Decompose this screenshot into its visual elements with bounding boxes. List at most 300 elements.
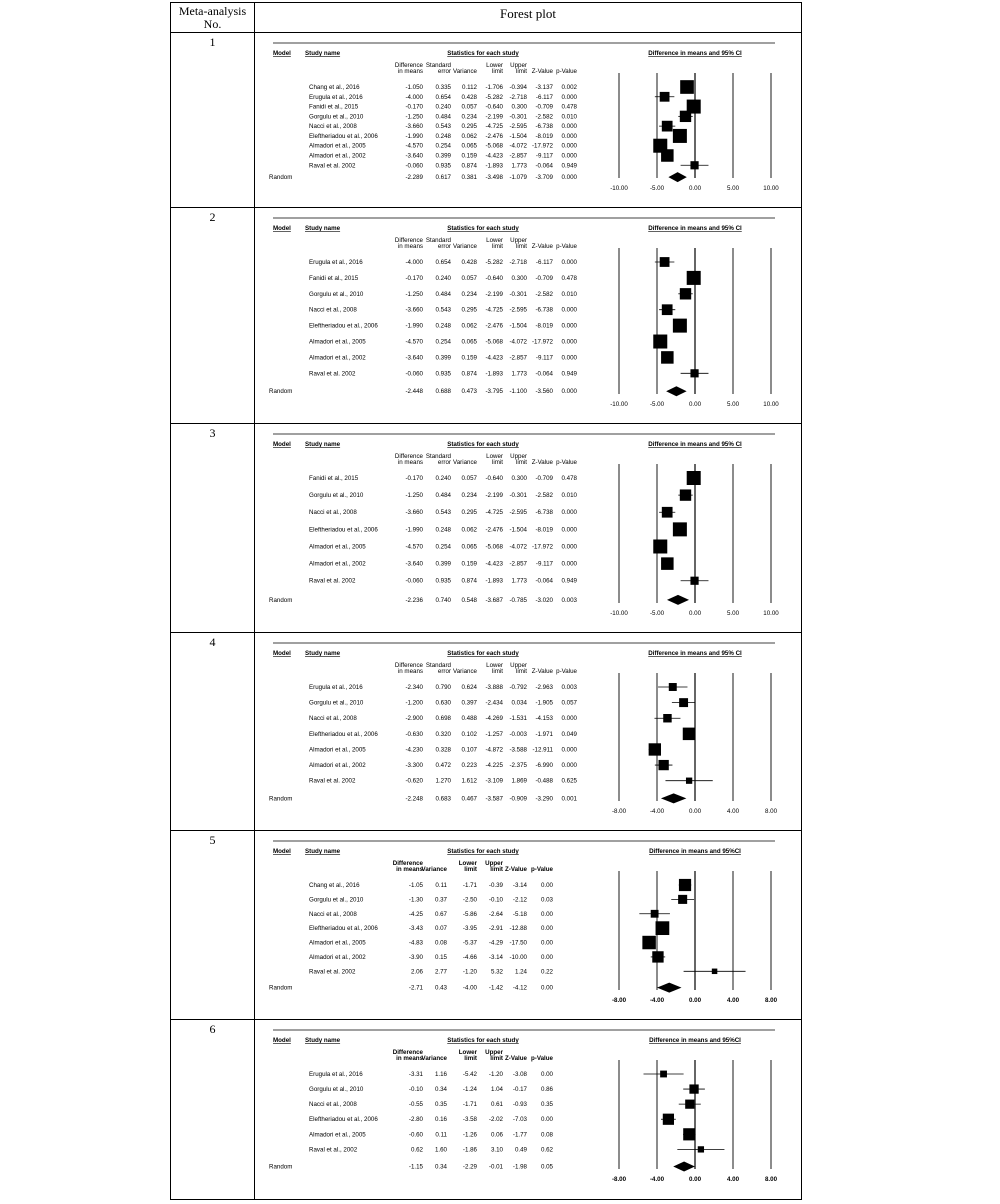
x-tick-label: 0.00 xyxy=(688,1176,702,1183)
study-marker xyxy=(673,522,687,536)
stat-cell: 0.11 xyxy=(435,882,447,889)
pooled-diamond xyxy=(666,386,686,396)
x-tick-label: 0.00 xyxy=(688,610,702,617)
stat-cell: 0.874 xyxy=(461,370,477,378)
study-marker xyxy=(673,129,687,143)
stat-cell: 0.949 xyxy=(561,162,577,170)
x-tick-label: -5.00 xyxy=(649,401,665,408)
stat-cell: 0.254 xyxy=(435,543,451,551)
forest-plot-cell xyxy=(255,424,801,632)
stat-cell: 0.15 xyxy=(434,953,447,961)
stat-cell: -3.640 xyxy=(405,354,423,362)
pooled-cell: 0.548 xyxy=(461,596,477,604)
stat-cell: -2.02 xyxy=(488,1116,503,1124)
stat-cell: 0.240 xyxy=(435,475,451,482)
stat-cell: 0.949 xyxy=(561,370,577,378)
stat-cell: 0.000 xyxy=(561,322,577,330)
stat-cell: -0.064 xyxy=(535,577,553,585)
study-name: Nacci et al., 2008 xyxy=(309,306,357,314)
study-name: Fanidi et al., 2015 xyxy=(309,103,359,111)
stat-cell: 0.654 xyxy=(435,259,451,266)
stat-cell: -0.170 xyxy=(405,475,423,482)
stat-cell: -4.269 xyxy=(485,715,503,723)
study-marker xyxy=(683,728,696,741)
stat-cell: 0.630 xyxy=(435,699,451,707)
stat-cell: 0.67 xyxy=(434,910,447,918)
study-marker xyxy=(690,161,698,169)
column-header: limit xyxy=(492,668,503,675)
stat-cell: -1.905 xyxy=(535,699,553,707)
study-marker xyxy=(679,698,688,707)
stat-cell: -2.80 xyxy=(408,1116,423,1124)
stat-cell: 0.484 xyxy=(435,290,451,298)
study-name: Gorgulu et al., 2010 xyxy=(309,896,364,904)
stat-cell: 0.488 xyxy=(461,715,477,723)
stat-cell: -8.019 xyxy=(535,322,553,330)
stat-cell: 0.484 xyxy=(435,113,451,121)
stat-cell: 0.00 xyxy=(540,925,553,933)
stat-cell: -1.531 xyxy=(509,715,527,723)
column-header: Variance xyxy=(453,459,477,466)
stat-cell: -0.301 xyxy=(509,290,527,298)
study-name: Almadori et al., 2002 xyxy=(309,354,366,362)
x-tick-label: 10.00 xyxy=(763,185,779,192)
stat-cell: -2.582 xyxy=(535,492,553,500)
column-header: Upper xyxy=(510,453,527,460)
stat-cell: -0.93 xyxy=(512,1101,527,1109)
stat-cell: 0.35 xyxy=(434,1101,447,1109)
study-name: Eleftheriadou et al., 2006 xyxy=(309,925,378,933)
stat-cell: 0.057 xyxy=(461,103,477,111)
stats-header: Statistics for each study xyxy=(447,1037,519,1044)
stat-cell: 1.16 xyxy=(434,1071,447,1078)
stat-cell: 0.62 xyxy=(410,1146,423,1154)
stat-cell: -0.640 xyxy=(485,103,503,111)
forest-plot-svg xyxy=(255,831,801,1020)
stat-cell: -4.225 xyxy=(485,762,503,770)
study-name-label: Study name xyxy=(305,1037,341,1044)
column-header: Lower xyxy=(486,662,503,669)
column-header: limit xyxy=(464,1055,477,1062)
stat-cell: 0.000 xyxy=(561,560,577,568)
stat-cell: -0.39 xyxy=(488,882,503,889)
stat-cell: 0.00 xyxy=(540,953,553,961)
study-marker xyxy=(653,335,667,349)
forest-plot-svg xyxy=(255,424,801,633)
stat-cell: 0.00 xyxy=(540,882,553,889)
stat-cell: 0.472 xyxy=(435,762,451,770)
meta-analysis-table xyxy=(170,2,802,1200)
stat-cell: 0.159 xyxy=(461,152,477,160)
stat-cell: -6.117 xyxy=(535,259,553,266)
stat-cell: 0.000 xyxy=(561,152,577,160)
stat-cell: 0.300 xyxy=(511,103,527,111)
column-header: limit xyxy=(516,668,527,675)
column-header: Z-Value xyxy=(531,459,553,466)
forest-plot-svg xyxy=(255,208,801,424)
pooled-cell: 0.003 xyxy=(561,596,577,604)
stat-cell: -17.972 xyxy=(532,142,553,150)
stat-cell: 0.320 xyxy=(435,730,451,738)
column-header: Z-Value xyxy=(531,68,553,75)
pooled-diamond xyxy=(661,793,686,803)
stat-cell: -3.58 xyxy=(462,1116,477,1124)
stat-cell: -3.660 xyxy=(405,306,423,314)
column-header: error xyxy=(437,459,451,466)
study-name: Raval et al. 2002 xyxy=(309,968,356,976)
stat-cell: 2.77 xyxy=(434,968,447,976)
study-name: Raval et al., 2002 xyxy=(309,1146,358,1154)
stat-cell: -3.14 xyxy=(512,882,527,889)
x-tick-label: 5.00 xyxy=(726,401,740,408)
column-header: Standard xyxy=(425,662,451,669)
ci-title: Difference in means and 95% CI xyxy=(648,225,742,232)
x-tick-label: -5.00 xyxy=(649,610,665,617)
pooled-cell: -4.00 xyxy=(462,984,477,992)
column-header: Standard xyxy=(425,453,451,460)
x-tick-label: 0.00 xyxy=(688,401,702,408)
stat-cell: -4.423 xyxy=(485,560,503,568)
table-row xyxy=(171,208,801,424)
column-header: Lower xyxy=(486,453,503,460)
stat-cell: 0.000 xyxy=(561,259,577,266)
stat-cell: -5.86 xyxy=(462,910,477,918)
study-name: Chang et al., 2016 xyxy=(309,882,360,889)
stat-cell: 0.065 xyxy=(461,338,477,346)
stat-cell: -3.109 xyxy=(485,777,503,785)
study-marker xyxy=(663,1114,674,1125)
x-tick-label: -10.00 xyxy=(610,610,628,617)
pooled-cell: -3.687 xyxy=(485,596,503,604)
pooled-cell: -0.909 xyxy=(509,795,527,803)
stat-cell: -2.718 xyxy=(509,259,527,266)
stat-cell: -0.488 xyxy=(535,777,553,785)
stat-cell: -1.24 xyxy=(462,1086,477,1094)
x-tick-label: -4.00 xyxy=(649,997,665,1004)
stat-cell: 0.049 xyxy=(561,730,577,738)
study-marker xyxy=(662,121,673,132)
study-name: Erugula et al., 2016 xyxy=(309,93,363,101)
column-header: p-Value xyxy=(556,668,577,675)
study-marker xyxy=(652,951,663,962)
study-name: Nacci et al., 2008 xyxy=(309,509,357,517)
stat-cell: -4.570 xyxy=(405,142,423,150)
forest-plot-svg xyxy=(255,1020,801,1199)
column-header: Lower xyxy=(458,1049,477,1056)
stat-cell: -3.137 xyxy=(535,84,553,91)
pooled-cell: -3.587 xyxy=(485,795,503,803)
random-label: Random xyxy=(269,388,293,396)
stat-cell: 0.790 xyxy=(435,684,451,691)
pooled-cell: 0.34 xyxy=(434,1163,447,1171)
stat-cell: -4.072 xyxy=(509,142,527,150)
stat-cell: 1.612 xyxy=(461,777,477,785)
study-marker xyxy=(663,714,671,722)
meta-analysis-number: 1 xyxy=(171,33,255,207)
stat-cell: 0.300 xyxy=(511,274,527,282)
table-row xyxy=(171,33,801,208)
column-header: limit xyxy=(492,459,503,466)
stat-cell: -1.706 xyxy=(485,84,503,91)
stat-cell: -5.42 xyxy=(462,1071,477,1078)
column-header: error xyxy=(437,668,451,675)
study-name-label: Study name xyxy=(305,441,341,448)
stats-header: Statistics for each study xyxy=(447,650,519,657)
stat-cell: 0.00 xyxy=(540,1071,553,1078)
stat-cell: -12.911 xyxy=(532,746,553,754)
model-label: Model xyxy=(273,650,291,657)
study-name: Almadori et al., 2002 xyxy=(309,953,366,961)
column-header: Upper xyxy=(485,1049,503,1056)
stat-cell: 0.543 xyxy=(435,123,451,131)
x-tick-label: 0.00 xyxy=(688,185,702,192)
stat-cell: 0.159 xyxy=(461,560,477,568)
header-forest-plot: Forest plot xyxy=(255,3,801,33)
stat-cell: 0.003 xyxy=(561,684,577,691)
study-marker xyxy=(679,879,691,891)
stat-cell: -3.300 xyxy=(405,762,423,770)
study-marker xyxy=(662,304,673,315)
stat-cell: 0.234 xyxy=(461,492,477,500)
stat-cell: -0.55 xyxy=(408,1101,423,1109)
column-header: p-Value xyxy=(556,243,577,250)
study-name: Raval et al. 2002 xyxy=(309,777,356,785)
stat-cell: -8.019 xyxy=(535,132,553,140)
stat-cell: 0.624 xyxy=(461,684,477,691)
stat-cell: -3.888 xyxy=(485,684,503,691)
stat-cell: 0.935 xyxy=(435,370,451,378)
model-label: Model xyxy=(273,848,291,855)
pooled-cell: -1.15 xyxy=(408,1163,423,1171)
stat-cell: 0.399 xyxy=(435,152,451,160)
pooled-cell: -3.290 xyxy=(535,795,553,803)
stat-cell: -0.170 xyxy=(405,274,423,282)
stat-cell: -3.08 xyxy=(512,1071,527,1078)
stat-cell: -0.620 xyxy=(405,777,423,785)
stat-cell: -17.972 xyxy=(532,543,553,551)
stat-cell: -4.072 xyxy=(509,338,527,346)
stat-cell: -4.570 xyxy=(405,338,423,346)
stat-cell: -0.064 xyxy=(535,370,553,378)
stat-cell: 0.234 xyxy=(461,113,477,121)
stat-cell: -1.990 xyxy=(405,132,423,140)
stat-cell: 0.295 xyxy=(461,306,477,314)
x-tick-label: 0.00 xyxy=(688,808,702,815)
stat-cell: -3.14 xyxy=(488,953,503,961)
stat-cell: -1.257 xyxy=(485,730,503,738)
study-name: Nacci et al., 2008 xyxy=(309,123,357,131)
study-name: Almadori et al., 2005 xyxy=(309,939,366,947)
stat-cell: -2.91 xyxy=(488,925,503,933)
stat-cell: 0.62 xyxy=(540,1146,553,1154)
stat-cell: -3.640 xyxy=(405,152,423,160)
meta-analysis-number: 6 xyxy=(171,1020,255,1199)
stat-cell: -5.068 xyxy=(485,142,503,150)
stats-header: Statistics for each study xyxy=(447,50,519,57)
header-col1-line1: Meta-analysis xyxy=(178,4,247,18)
stat-cell: -0.640 xyxy=(485,475,503,482)
stat-cell: 0.010 xyxy=(561,492,577,500)
column-header: limit xyxy=(516,243,527,250)
stat-cell: 0.37 xyxy=(434,896,447,904)
stat-cell: 0.062 xyxy=(461,526,477,534)
random-label: Random xyxy=(269,984,293,992)
pooled-cell: -3.709 xyxy=(535,174,553,182)
pooled-cell: -3.560 xyxy=(535,388,553,396)
study-marker xyxy=(689,1084,698,1093)
study-name: Fanidi et al., 2015 xyxy=(309,274,359,282)
stat-cell: 0.000 xyxy=(561,354,577,362)
column-header: Lower xyxy=(486,237,503,244)
random-label: Random xyxy=(269,1163,293,1171)
stat-cell: -2.50 xyxy=(462,896,477,904)
stat-cell: -1.050 xyxy=(405,84,423,91)
x-tick-label: 0.00 xyxy=(688,997,702,1004)
x-tick-label: -5.00 xyxy=(649,185,665,192)
study-marker xyxy=(660,1071,667,1078)
stat-cell: -1.990 xyxy=(405,526,423,534)
column-header: in means xyxy=(397,68,423,75)
stat-cell: 0.399 xyxy=(435,354,451,362)
pooled-cell: 0.381 xyxy=(461,174,477,182)
stat-cell: 0.295 xyxy=(461,123,477,131)
study-marker xyxy=(680,80,694,94)
pooled-cell: -4.12 xyxy=(512,984,527,992)
stat-cell: -0.394 xyxy=(509,84,527,91)
study-marker xyxy=(690,369,698,377)
stat-cell: -0.17 xyxy=(512,1086,527,1094)
stat-cell: -0.709 xyxy=(535,274,553,282)
study-marker xyxy=(660,257,670,267)
stat-cell: -1.893 xyxy=(485,370,503,378)
stat-cell: -1.250 xyxy=(405,290,423,298)
x-tick-label: 5.00 xyxy=(726,185,740,192)
study-marker xyxy=(661,149,674,162)
study-marker xyxy=(686,778,692,784)
stat-cell: 0.478 xyxy=(561,103,577,111)
stat-cell: 0.248 xyxy=(435,132,451,140)
stat-cell: 0.000 xyxy=(561,142,577,150)
study-name: Fanidi et al., 2015 xyxy=(309,475,359,482)
stat-cell: -2.64 xyxy=(488,910,503,918)
column-header: Lower xyxy=(458,860,477,867)
stat-cell: -2.582 xyxy=(535,290,553,298)
stats-header: Statistics for each study xyxy=(447,848,519,855)
ci-title: Difference in means and 95% CI xyxy=(648,50,742,57)
study-name: Almadori et al., 2005 xyxy=(309,338,366,346)
stat-cell: -8.019 xyxy=(535,526,553,534)
stat-cell: -4.25 xyxy=(408,910,423,918)
ci-title: Difference in means and 95%CI xyxy=(649,848,741,855)
column-header: limit xyxy=(516,459,527,466)
stat-cell: 0.234 xyxy=(461,290,477,298)
stat-cell: -1.71 xyxy=(462,882,477,889)
stat-cell: 0.065 xyxy=(461,543,477,551)
stat-cell: -9.117 xyxy=(535,152,553,160)
stat-cell: -1.71 xyxy=(462,1101,477,1109)
stat-cell: 5.32 xyxy=(490,968,503,976)
stat-cell: -0.301 xyxy=(509,113,527,121)
stat-cell: -3.588 xyxy=(509,746,527,754)
study-name: Raval et al. 2002 xyxy=(309,370,356,378)
stat-cell: -3.640 xyxy=(405,560,423,568)
stat-cell: 0.11 xyxy=(435,1131,447,1139)
stat-cell: 0.428 xyxy=(461,93,477,101)
stat-cell: 0.159 xyxy=(461,354,477,362)
x-tick-label: 8.00 xyxy=(764,808,778,815)
study-name-label: Study name xyxy=(305,50,341,57)
x-tick-label: 5.00 xyxy=(726,610,740,617)
random-label: Random xyxy=(269,795,293,803)
pooled-cell: 0.001 xyxy=(561,795,577,803)
stat-cell: 0.057 xyxy=(561,699,577,707)
stat-cell: -2.595 xyxy=(509,123,527,131)
stat-cell: 1.270 xyxy=(435,777,451,785)
study-marker xyxy=(673,319,687,333)
study-name: Erugula et al., 2016 xyxy=(309,684,363,691)
study-name: Erugula et al., 2016 xyxy=(309,1071,363,1078)
column-header: Z-Value xyxy=(504,866,527,873)
forest-plot-svg xyxy=(255,33,801,208)
forest-plot-cell xyxy=(255,633,801,830)
pooled-cell: 0.00 xyxy=(540,984,553,992)
stat-cell: -0.630 xyxy=(405,730,423,738)
study-name: Nacci et al., 2008 xyxy=(309,910,357,918)
column-header: in means xyxy=(396,1055,423,1062)
random-label: Random xyxy=(269,596,293,604)
stat-cell: 0.00 xyxy=(540,910,553,918)
stat-cell: 0.08 xyxy=(540,1131,553,1139)
stat-cell: -4.725 xyxy=(485,509,503,517)
x-tick-label: -8.00 xyxy=(611,808,627,815)
pooled-cell: 0.000 xyxy=(561,388,577,396)
table-row xyxy=(171,1020,801,1199)
study-name: Eleftheriadou et al., 2006 xyxy=(309,322,378,330)
study-marker xyxy=(669,683,677,691)
study-name: Almadori et al., 2005 xyxy=(309,1131,366,1139)
stat-cell: -4.000 xyxy=(405,259,423,266)
stat-cell: -0.060 xyxy=(405,577,423,585)
column-header: Difference xyxy=(392,860,423,867)
column-header: in means xyxy=(397,668,423,675)
stat-cell: -1.26 xyxy=(462,1131,477,1139)
study-marker xyxy=(680,288,691,299)
x-tick-label: -4.00 xyxy=(649,1176,665,1183)
pooled-diamond xyxy=(667,595,689,605)
stat-cell: -1.200 xyxy=(405,699,423,707)
x-tick-label: -4.00 xyxy=(649,808,665,815)
study-marker xyxy=(680,489,691,500)
stat-cell: -0.060 xyxy=(405,370,423,378)
stat-cell: 0.698 xyxy=(435,715,451,723)
model-label: Model xyxy=(273,225,291,232)
column-header: Z-Value xyxy=(531,243,553,250)
pooled-cell: -2.71 xyxy=(408,984,423,992)
ci-title: Difference in means and 95%CI xyxy=(649,1037,741,1044)
model-label: Model xyxy=(273,50,291,57)
study-marker xyxy=(683,1128,695,1140)
pooled-cell: -2.248 xyxy=(405,795,423,803)
column-header: Z-Value xyxy=(531,668,553,675)
column-header: Standard xyxy=(425,237,451,244)
column-header: Variance xyxy=(421,1055,447,1062)
column-header: Upper xyxy=(510,62,527,69)
stat-cell: -3.31 xyxy=(408,1071,423,1078)
study-marker xyxy=(661,557,674,570)
stat-cell: 0.874 xyxy=(461,162,477,170)
stat-cell: -12.88 xyxy=(509,925,527,933)
study-name: Almadori et al., 2005 xyxy=(309,142,366,150)
